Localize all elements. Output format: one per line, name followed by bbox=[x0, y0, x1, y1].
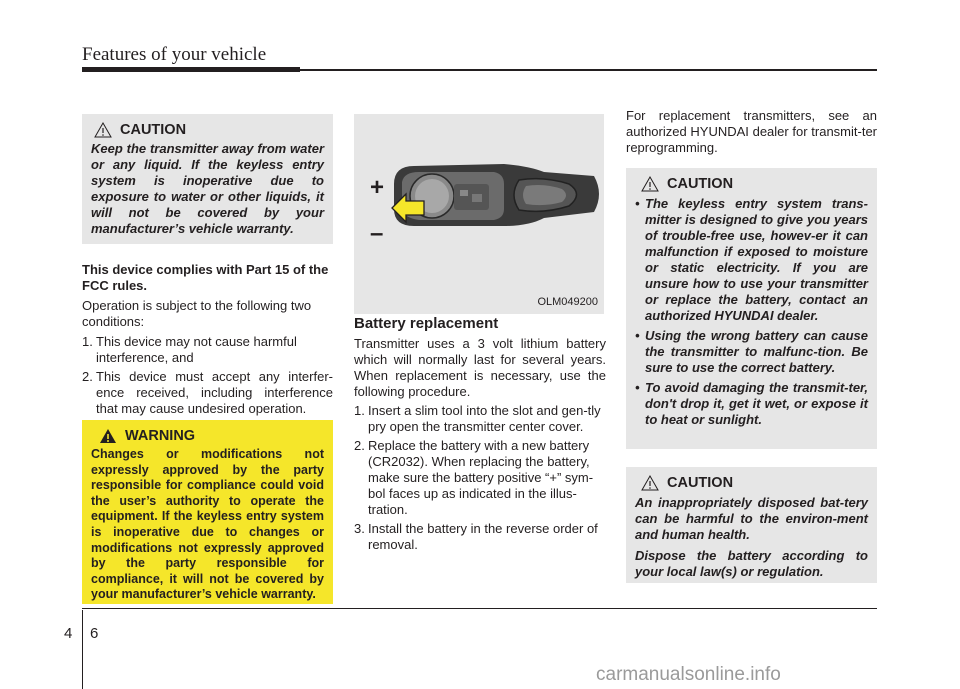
page-header-title: Features of your vehicle bbox=[82, 44, 267, 65]
caution-icon bbox=[641, 475, 659, 491]
caution-title: CAUTION bbox=[635, 176, 868, 192]
caution-text: Dispose the battery according to your local law(s) or regulation. bbox=[635, 548, 868, 579]
fcc-item: 2. This device must accept any interfer-ence received, including interference that may cause undesired operation. bbox=[82, 369, 333, 416]
warning-title: WARNING bbox=[91, 428, 324, 444]
caution-bullet: • Using the wrong battery can cause the transmitter to malfunc-tion. Be sure to use the correct battery. bbox=[635, 328, 868, 375]
header-rule-thin bbox=[300, 69, 877, 71]
page-number: 6 bbox=[90, 625, 99, 642]
caution-box-transmitter-water bbox=[82, 114, 333, 244]
fcc-intro: Operation is subject to the following two conditions: bbox=[82, 298, 312, 329]
header-rule-thick bbox=[82, 67, 300, 72]
fcc-heading: This device complies with Part 15 of the FCC rules. bbox=[82, 262, 329, 293]
caution-title: CAUTION bbox=[635, 475, 868, 491]
battery-intro: Transmitter uses a 3 volt lithium battery which will normally last for several years. When replacement is necessary, use the following procedure. bbox=[354, 336, 606, 399]
fcc-item: 1. This device may not cause harmful interference, and bbox=[82, 334, 297, 365]
battery-section bbox=[354, 316, 606, 553]
caution-icon bbox=[94, 122, 112, 138]
plus-symbol: + bbox=[370, 174, 385, 201]
caution-text: Keep the transmitter away from water or any liquid. If the keyless entry system is inoperative due to exposure to water or other liquids, it will not be covered by your manufacturer’s vehicle warranty. bbox=[91, 141, 324, 236]
replacement-text: For replacement transmitters, see an authorized HYUNDAI dealer for transmit-ter reprogramming. bbox=[626, 108, 877, 155]
caution-box-keyless-entry bbox=[626, 168, 877, 449]
key-fob-illustration bbox=[354, 114, 604, 294]
caution-icon bbox=[641, 176, 659, 192]
watermark: carmanualsonline.info bbox=[596, 664, 781, 685]
footer-rule bbox=[82, 608, 877, 609]
battery-step: 3. Install the battery in the reverse order of removal. bbox=[354, 521, 598, 552]
caution-box-battery-disposal bbox=[626, 467, 877, 583]
page-number-divider bbox=[82, 610, 83, 689]
caution-title: CAUTION bbox=[91, 122, 324, 138]
transmitter-figure bbox=[354, 114, 604, 314]
battery-step: 2. Replace the battery with a new battery (CR2032). When replacing the battery, make sure the battery positive “+” sym-bol faces up as indicated in the illus-tration. bbox=[354, 438, 594, 517]
battery-title: Battery replacement bbox=[354, 315, 499, 332]
caution-text: An inappropriately disposed bat-tery can be harmful to the environ-ment and human health. bbox=[635, 495, 868, 542]
warning-box bbox=[82, 420, 333, 604]
minus-symbol: – bbox=[370, 220, 384, 247]
chapter-number: 4 bbox=[64, 625, 73, 642]
warning-icon bbox=[99, 428, 117, 444]
caution-bullets bbox=[635, 196, 868, 428]
fcc-section bbox=[82, 262, 333, 417]
battery-step: 1. Insert a slim tool into the slot and gen-tly pry open the transmitter center cover. bbox=[354, 403, 601, 434]
caution-bullet: • The keyless entry system trans-mitter is designed to give you years of trouble-free use, howev-er it can malfunction if exposed to moisture or static electricity. If you are unsure how to use your transmitter or replace the battery, contact an authorized HYUNDAI dealer. bbox=[635, 196, 868, 323]
figure-code: OLM049200 bbox=[537, 296, 598, 308]
warning-text: Changes or modifications not expressly approved by the party responsible for compliance could void the user’s authority to operate the equipment. If the keyless entry system is inoperative due to changes or modifications not expressly approved by the party responsible for compliance, it will not be covered by your manufacturer’s vehicle warranty. bbox=[91, 447, 324, 602]
caution-bullet: • To avoid damaging the transmit-ter, don't drop it, get it wet, or expose it to heat or sunlight. bbox=[635, 380, 868, 427]
